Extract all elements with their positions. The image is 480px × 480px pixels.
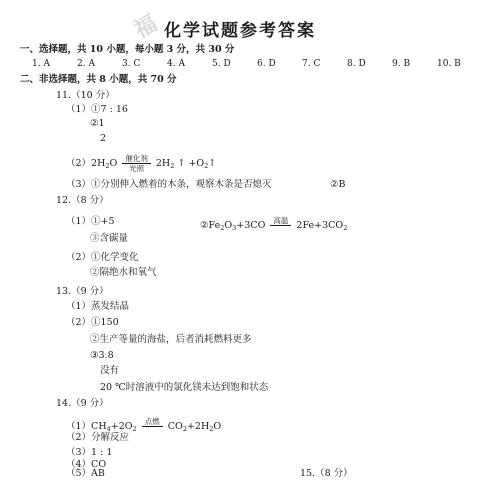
answer-item: 4. A [167,59,185,69]
reaction-condition: $\frac{\text{催化剂}}{\text{光照}}$ [122,154,151,173]
q11-part3-b: ②B [330,179,346,190]
answer-item: 7. C [302,59,321,69]
q13-part1: （1）蒸发结晶 [66,301,130,312]
q15-heading: 15.（8 分） [300,468,353,479]
q14-part1-equation: $(1)CH_4+2O_2$ 点燃 $CO_2+2H_2O$ [66,417,221,436]
q13-part2-e: 20 ℃时溶液中的氯化镁未达到饱和状态 [100,382,269,393]
q12-part2-a: （2）①化学变化 [66,252,139,263]
reaction-condition: 点燃 [142,417,163,436]
q14-heading: 14.（9 分） [56,398,109,409]
q11-part1-c: 2 [100,133,107,144]
watermark: 福 [129,10,162,44]
q14-part5: （5）AB [66,468,105,479]
q14-part2: （2）分解反应 [66,432,130,443]
q11-part2-equation: $(2)2H_2O$ $\frac{\text{催化剂}}{\text{光照}}$ $2H_2$ ↑ $+O_2↑$ [66,154,217,173]
answer-item: 2. A [77,59,95,69]
q11-part1-b: ②1 [90,118,105,129]
q11-part3: （3）①分别伸入燃着的木条，观察木条是否熄灭 [66,179,272,190]
q13-part2-b: ②生产等量的海盐，后者消耗燃料更多 [90,334,252,345]
q14-part3: （3）1 : 1 [66,447,113,458]
q12-part1-a: （1）①+5 [66,216,115,227]
page-title: 化学试题参考答案 [164,21,316,41]
q12-heading: 12.（8 分） [56,195,109,206]
q11-heading: 11.（10 分） [56,90,115,101]
q13-part2-a: （2）①150 [66,317,119,328]
q12-part1-c: ③含碳量 [90,233,129,244]
answer-item: 6. D [257,59,276,69]
answer-item: 8. D [347,59,366,69]
answer-item: 5. D [212,59,231,69]
answer-item: 1. A [32,59,50,69]
answer-item: 9. B [392,59,411,69]
section1-heading: 一、选择题，共 10 小题，每小题 3 分，共 30 分 [20,44,235,55]
q13-heading: 13.（9 分） [56,286,109,297]
section2-heading: 二、非选择题，共 8 小题，共 70 分 [20,74,177,85]
q13-part2-c: ③3.8 [90,350,114,361]
answer-item: 10. B [437,59,461,69]
q12-part1-equation: $②Fe_2O_3+3CO$ 高温 $2Fe+3CO_2$ [200,216,347,235]
q14-part4: （4）CO [66,459,107,470]
q11-part1-a: （1）①7 : 16 [66,104,128,115]
reaction-condition: 高温 [270,216,291,235]
q13-part2-d: 没有 [100,365,120,376]
answer-item: 3. C [122,59,141,69]
q12-part2-b: ②隔绝水和氧气 [90,267,157,278]
